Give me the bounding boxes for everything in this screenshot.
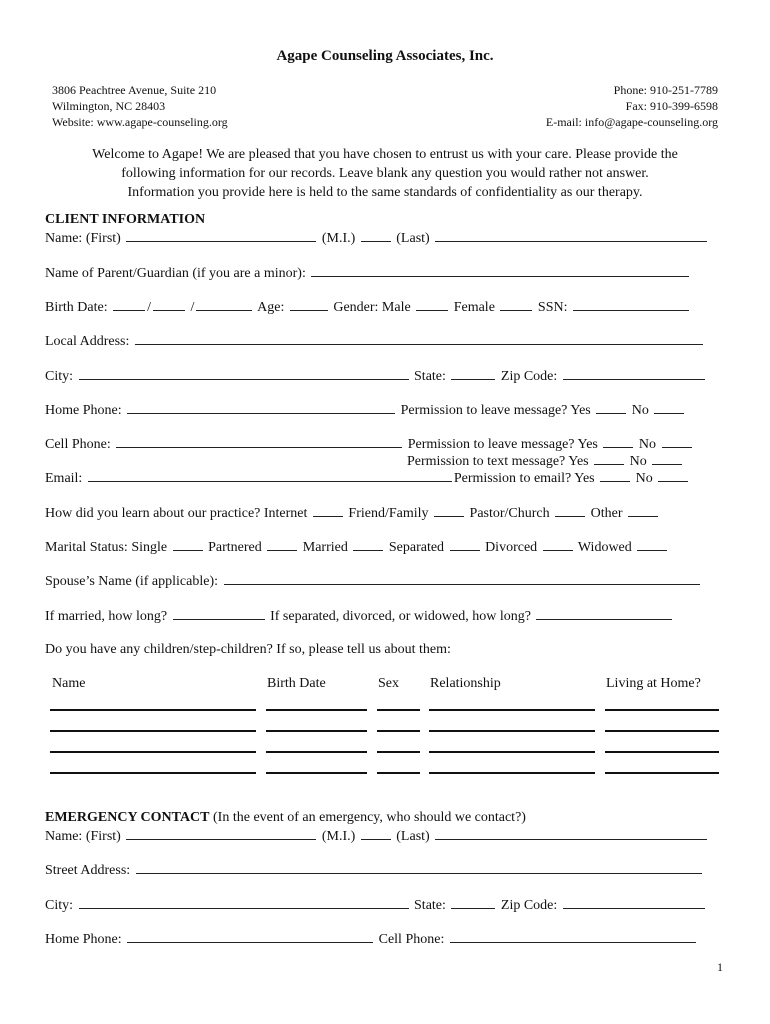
last-name-label: (Last) xyxy=(396,231,430,246)
learn-label: How did you learn about our practice? Internet xyxy=(45,506,308,521)
other-label: Other xyxy=(590,506,623,521)
friend-field[interactable] xyxy=(434,505,464,517)
practice-address-block xyxy=(52,82,228,130)
emergency-name-row xyxy=(45,828,709,845)
friend-label: Friend/Family xyxy=(348,506,429,521)
date-slash: / xyxy=(190,300,195,315)
mi-label: (M.I.) xyxy=(321,231,356,246)
female-field[interactable] xyxy=(500,299,532,311)
emergency-last-name-field[interactable] xyxy=(435,828,707,840)
female-label: Female xyxy=(453,300,495,315)
practice-contact-block xyxy=(546,82,718,130)
column-header-living-at-home: Living at Home? xyxy=(606,676,701,691)
practice-title: Agape Counseling Associates, Inc. xyxy=(276,48,494,64)
age-label: Age: xyxy=(257,300,285,315)
no-label: No xyxy=(631,403,649,418)
website-text: Website: www.agape-counseling.org xyxy=(52,115,228,129)
emergency-first-name-field[interactable] xyxy=(126,828,316,840)
home-phone-label: Home Phone: xyxy=(45,403,122,418)
leave-message-label: Permission to leave message? Yes xyxy=(407,437,598,452)
gender-male-label: Gender: Male xyxy=(333,300,411,315)
text-message-label: Permission to text message? Yes xyxy=(407,454,589,469)
local-address-label: Local Address: xyxy=(45,334,130,349)
emergency-state-field[interactable] xyxy=(451,897,495,909)
emergency-mi-label: (M.I.) xyxy=(321,829,356,844)
divorced-field[interactable] xyxy=(543,539,573,551)
emergency-first-name-label: Name: (First) xyxy=(45,829,121,844)
marriage-length-row xyxy=(45,608,674,625)
welcome-paragraph xyxy=(40,145,730,202)
ssn-field[interactable] xyxy=(573,299,689,311)
child-sex-line[interactable] xyxy=(377,772,420,774)
email-no-field[interactable] xyxy=(658,470,688,482)
cell-leave-no-field[interactable] xyxy=(662,436,692,448)
child-name-line[interactable] xyxy=(50,730,256,732)
emergency-last-name-label: (Last) xyxy=(396,829,430,844)
leave-message-yes-field[interactable] xyxy=(596,402,626,414)
emergency-zip-field[interactable] xyxy=(563,897,705,909)
emergency-home-phone-field[interactable] xyxy=(127,931,373,943)
permission-email-label: Permission to email? Yes xyxy=(453,471,595,486)
emergency-city-field[interactable] xyxy=(79,897,409,909)
birth-age-row xyxy=(45,299,691,316)
male-field[interactable] xyxy=(416,299,448,311)
child-birth-date-line[interactable] xyxy=(266,730,367,732)
child-birth-date-line[interactable] xyxy=(266,709,367,711)
home-phone-field[interactable] xyxy=(127,402,395,414)
local-address-row xyxy=(45,333,705,350)
column-header-birth-date: Birth Date xyxy=(267,676,326,691)
email-field[interactable] xyxy=(88,470,452,482)
child-name-line[interactable] xyxy=(50,751,256,753)
phone-text: Phone: 910-251-7789 xyxy=(613,83,718,97)
zip-field[interactable] xyxy=(563,368,705,380)
child-living-at-home-line[interactable] xyxy=(605,709,719,711)
guardian-label: Name of Parent/Guardian (if you are a minor): xyxy=(45,266,306,281)
email-text: E-mail: info@agape-counseling.org xyxy=(545,115,718,129)
child-birth-date-line[interactable] xyxy=(266,772,367,774)
separated-how-long-label: If separated, divorced, or widowed, how long? xyxy=(270,609,531,624)
emergency-state-label: State: xyxy=(414,898,446,913)
no-label: No xyxy=(629,454,647,469)
home-phone-row xyxy=(45,402,686,419)
welcome-line: Welcome to Agape! We are pleased that you have chosen to entrust us with your care. Please provide the xyxy=(92,147,678,162)
child-relationship-line[interactable] xyxy=(429,730,595,732)
fax-text: Fax: 910-399-6598 xyxy=(625,99,718,113)
separated-field[interactable] xyxy=(450,539,480,551)
mi-field[interactable] xyxy=(361,230,391,242)
emergency-city-row xyxy=(45,897,707,914)
column-header-name: Name xyxy=(52,676,86,691)
leave-message-label: Permission to leave message? Yes xyxy=(400,403,591,418)
text-message-row xyxy=(407,453,684,470)
married-label: Married xyxy=(302,540,348,555)
no-label: No xyxy=(638,437,657,452)
child-sex-line[interactable] xyxy=(377,730,420,732)
pastor-field[interactable] xyxy=(555,505,585,517)
spouse-row xyxy=(45,573,702,590)
child-living-at-home-line[interactable] xyxy=(605,751,719,753)
page-number: 1 xyxy=(717,960,723,974)
children-question: Do you have any children/step-children? If so, please tell us about them: xyxy=(45,642,451,657)
child-sex-line[interactable] xyxy=(377,751,420,753)
address-line-2: Wilmington, NC 28403 xyxy=(52,99,166,113)
emergency-mi-field[interactable] xyxy=(361,828,391,840)
internet-field[interactable] xyxy=(313,505,343,517)
welcome-line: Information you provide here is held to the same standards of confidentiality as our therapy. xyxy=(127,185,643,200)
zip-label: Zip Code: xyxy=(500,369,558,384)
email-yes-field[interactable] xyxy=(600,470,630,482)
emergency-cell-phone-label: Cell Phone: xyxy=(378,932,445,947)
child-living-at-home-line[interactable] xyxy=(605,772,719,774)
pastor-label: Pastor/Church xyxy=(469,506,550,521)
marital-status-row xyxy=(45,539,669,556)
emergency-heading-row xyxy=(45,810,526,826)
guardian-row xyxy=(45,265,691,282)
married-how-long-field[interactable] xyxy=(173,608,265,620)
city-state-row xyxy=(45,368,707,385)
last-name-field[interactable] xyxy=(435,230,707,242)
city-field[interactable] xyxy=(79,368,409,380)
child-relationship-line[interactable] xyxy=(429,772,595,774)
birth-date-label: Birth Date: xyxy=(45,300,108,315)
cell-phone-label: Cell Phone: xyxy=(45,437,111,452)
separated-how-long-field[interactable] xyxy=(536,608,672,620)
city-label: City: xyxy=(45,369,74,384)
birth-month-field[interactable] xyxy=(113,299,145,311)
email-row xyxy=(45,470,690,487)
widowed-label: Widowed xyxy=(577,540,632,555)
partnered-field[interactable] xyxy=(267,539,297,551)
emergency-street-label: Street Address: xyxy=(45,863,131,878)
spouse-field[interactable] xyxy=(224,573,700,585)
local-address-field[interactable] xyxy=(135,333,703,345)
client-info-heading: CLIENT INFORMATION xyxy=(45,212,206,227)
emergency-home-phone-label: Home Phone: xyxy=(45,932,122,947)
state-label: State: xyxy=(414,369,446,384)
welcome-line: following information for our records. Leave blank any question you would rather not answer. xyxy=(121,166,649,181)
single-field[interactable] xyxy=(173,539,203,551)
emergency-street-field[interactable] xyxy=(136,862,702,874)
child-birth-date-line[interactable] xyxy=(266,751,367,753)
emergency-city-label: City: xyxy=(45,898,74,913)
other-field[interactable] xyxy=(628,505,658,517)
emergency-zip-label: Zip Code: xyxy=(500,898,558,913)
first-name-field[interactable] xyxy=(126,230,316,242)
cell-phone-field[interactable] xyxy=(116,436,402,448)
leave-message-no-field[interactable] xyxy=(654,402,684,414)
married-how-long-label: If married, how long? xyxy=(45,609,168,624)
single-label: Marital Status: Single xyxy=(45,540,168,555)
cell-leave-yes-field[interactable] xyxy=(603,436,633,448)
column-header-sex: Sex xyxy=(378,676,399,691)
married-field[interactable] xyxy=(353,539,383,551)
separated-label: Separated xyxy=(388,540,445,555)
emergency-contact-heading: EMERGENCY CONTACT xyxy=(45,810,210,825)
date-slash: / xyxy=(147,300,151,315)
child-name-line[interactable] xyxy=(50,709,256,711)
partnered-label: Partnered xyxy=(208,540,262,555)
birth-year-field[interactable] xyxy=(196,299,252,311)
emergency-heading-note: (In the event of an emergency, who should we contact?) xyxy=(209,810,526,825)
emergency-phone-row xyxy=(45,931,698,948)
address-line-1: 3806 Peachtree Avenue, Suite 210 xyxy=(52,83,217,97)
column-header-relationship: Relationship xyxy=(430,676,501,691)
spouse-label: Spouse’s Name (if applicable): xyxy=(45,574,219,589)
state-field[interactable] xyxy=(451,368,495,380)
age-field[interactable] xyxy=(290,299,328,311)
first-name-label: Name: (First) xyxy=(45,231,121,246)
guardian-field[interactable] xyxy=(311,265,689,277)
emergency-street-row xyxy=(45,862,704,879)
child-name-line[interactable] xyxy=(50,772,256,774)
text-message-yes-field[interactable] xyxy=(594,453,624,465)
email-label: Email: xyxy=(45,471,83,486)
no-label: No xyxy=(635,471,653,486)
emergency-cell-phone-field[interactable] xyxy=(450,931,696,943)
birth-day-field[interactable] xyxy=(153,299,185,311)
child-living-at-home-line[interactable] xyxy=(605,730,719,732)
text-message-no-field[interactable] xyxy=(652,453,682,465)
widowed-field[interactable] xyxy=(637,539,667,551)
child-sex-line[interactable] xyxy=(377,709,420,711)
cell-phone-row xyxy=(45,436,694,453)
divorced-label: Divorced xyxy=(485,540,538,555)
client-name-row xyxy=(45,230,709,247)
ssn-label: SSN: xyxy=(537,300,568,315)
referral-source-row xyxy=(45,505,660,522)
child-relationship-line[interactable] xyxy=(429,709,595,711)
child-relationship-line[interactable] xyxy=(429,751,595,753)
